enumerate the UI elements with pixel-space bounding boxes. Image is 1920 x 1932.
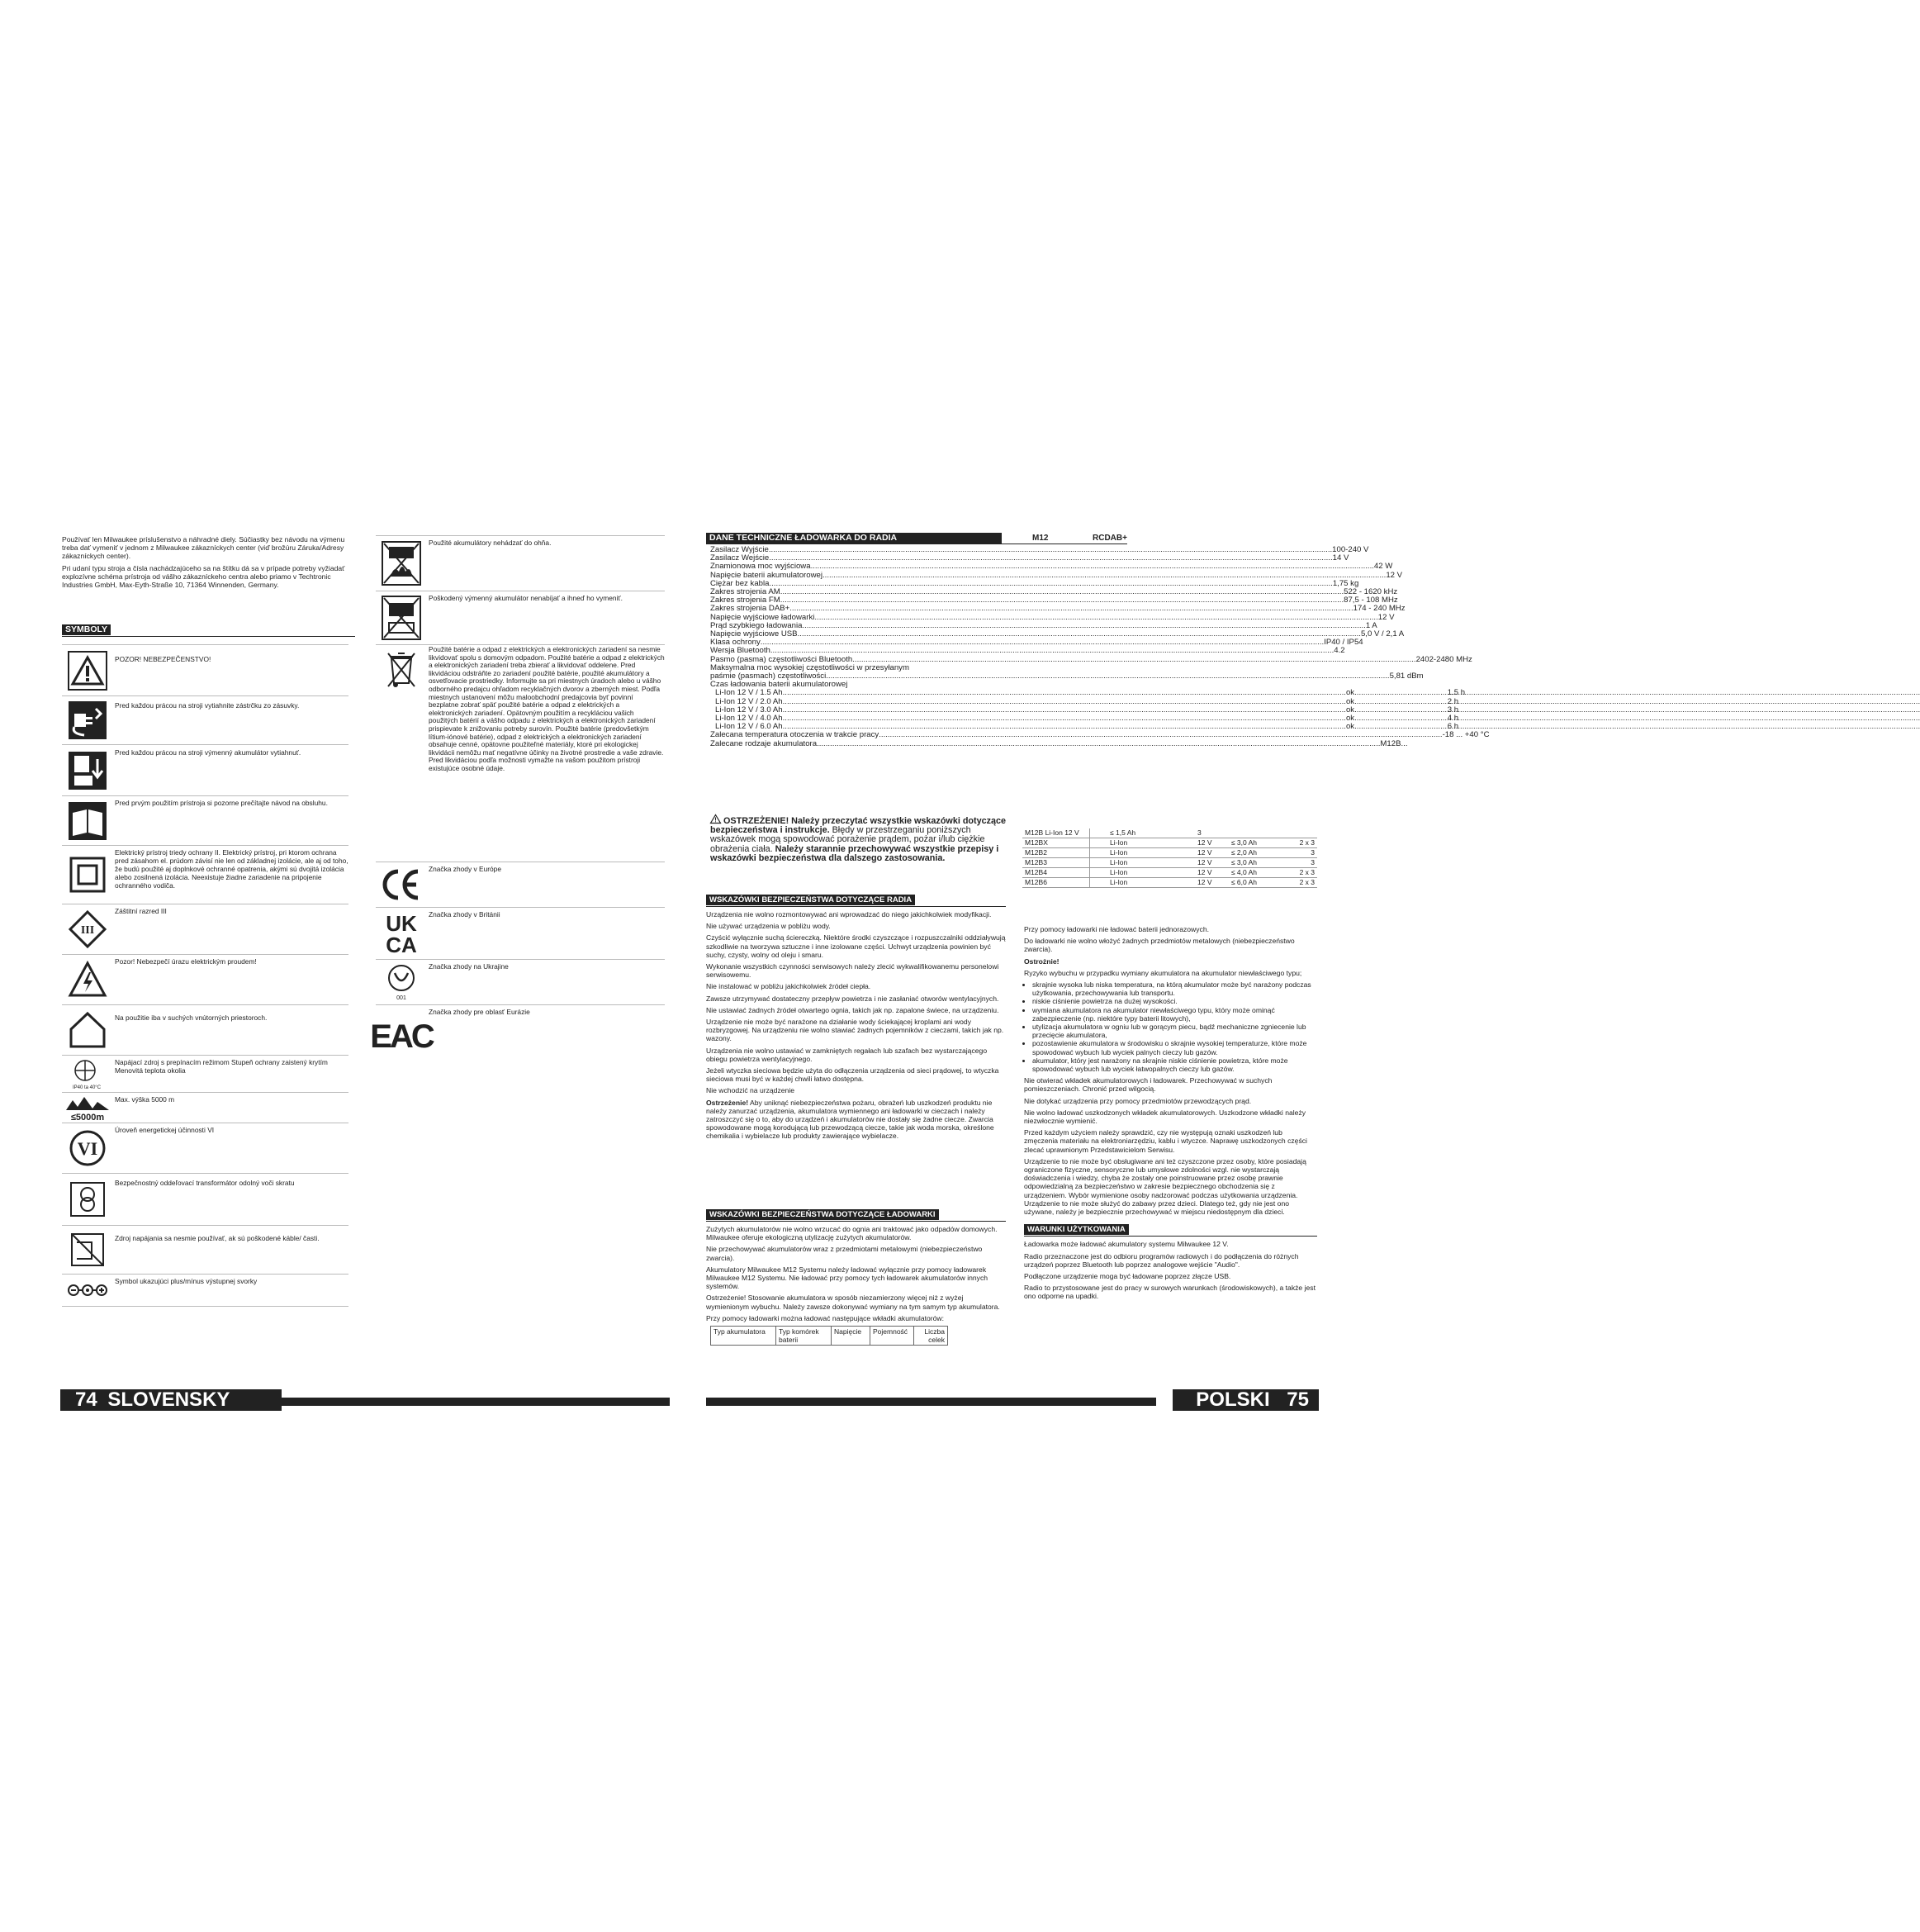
symbol-text: Pozor! Nebezpečí úrazu elektrickým proudem! [115, 957, 257, 966]
weee-bin-icon [376, 645, 427, 862]
spec-list [710, 545, 1490, 748]
tech-header: DANE TECHNICZNE ŁADOWARKA DO RADIA [706, 533, 1002, 544]
ukca-mark-icon [376, 908, 427, 959]
symbol-text: Použité akumulátory nehádzať do ohňa. [429, 539, 552, 547]
charger-paragraph: Akumulatory Milwaukee M12 Systemu należy ładować wyłącznie przy pomocy ładowarek Milwaukee M12 Systemu. Nie ładować przy pomocy tych ładowarek akumulatorów innych systemów. [706, 1265, 988, 1291]
table-header: Typ komórek baterii [776, 1327, 832, 1346]
spec-label: Zasilacz Wyjście [710, 545, 769, 554]
radio-paragraph: Nie instalować w pobliżu jakichkolwiek źródeł ciepła. [706, 982, 871, 991]
spec-value: 87,5 - 108 MHz [1344, 596, 1398, 605]
charger-paragraph: Przy pomocy ładowarki można ładować następujące wkładki akumulatorów: [706, 1313, 945, 1322]
charger-safety-header: WSKAZÓWKI BEZPIECZEŃSTWA DOTYCZĄCE ŁADOWARKI [706, 1209, 939, 1220]
class-iii-icon [62, 904, 113, 954]
symbol-text: POZOR! NEBEZPEČENSTVO! [115, 655, 211, 663]
symbol-text: Pred prvým použitím prístroja si pozorne prečítajte návod na obsluhu. [115, 799, 328, 807]
table-row: M12B6 Li-Ion 12 V ≤ 6,0 Ah 2 x 3 [1022, 878, 1317, 888]
radio-paragraph: Czyścić wyłącznie suchą ściereczką. Niektóre środki czyszczące i rozpuszczalniki oddziaływują szkodliwie na tworzywa sztuczne i inne izolowane części. Uchwyt urządzenia powinien być suchy, czysty, wolny od oleju i smaru. [706, 933, 1006, 959]
symbol-text: Záštitní razred III [115, 907, 167, 915]
list-item: • niskie ciśnienie powietrza na dużej wysokości. [1032, 997, 1317, 1005]
paragraph: Podłączone urządzenie moga być ładowane poprzez złącze USB. [1024, 1271, 1231, 1280]
spec-label: Klasa ochrony [710, 638, 761, 648]
table-row: M12BX Li-Ion 12 V ≤ 3,0 Ah 2 x 3 [1022, 838, 1317, 848]
spec-value: IP40 / IP54 [1324, 638, 1363, 648]
read-manual-icon [62, 796, 113, 845]
page-number: 75 [1287, 1388, 1309, 1411]
list-item: • utylizacja akumulatora w ogniu lub w gorącym piecu, bądź mechaniczne zgniecenie lub przecięcie akumulatora, [1032, 1023, 1317, 1039]
radio-paragraph: Zawsze utrzymywać dostateczny przepływ powietrza i nie zasłaniać otworów wentylacyjnych. [706, 994, 999, 1003]
svg-text:CA: CA [386, 933, 417, 957]
symbol-row [62, 1274, 348, 1307]
charger-paragraph: Zużytych akumulatorów nie wolno wrzucać do ognia ani traktować jako odpadów domowych. Milwaukee oferuje ekologiczną utylizację zużytych akumulatorów. [706, 1225, 998, 1242]
radio-paragraph: Urządzenie nie może być narażone na działanie wody ściekającej kroplami ani wody rozbryzgowej. Na urządzeniu nie wolno stawiać żadnych pojemników z cieczami, takich jak np. wazony. [706, 1018, 1004, 1043]
damaged-cable-icon [62, 1226, 113, 1274]
altitude-icon [62, 1093, 113, 1123]
table-header: Pojemność [870, 1327, 914, 1346]
right-footer [706, 1389, 1319, 1412]
spec-label: Zasilacz Wejście [710, 553, 770, 563]
svg-text:VI: VI [77, 1138, 98, 1159]
table-row: M12B Li-Ion 12 V ≤ 1,5 Ah 3 [1022, 828, 1317, 838]
table-row: M12B2 Li-Ion 12 V ≤ 2,0 Ah 3 [1022, 848, 1317, 858]
svg-text:III: III [80, 924, 95, 937]
paragraph: Przed każdym użyciem należy sprawdzić, czy nie występują oznaki uszkodzeń lub zmęczenia materiału na elektroniarzędziu, kablu i wtyczce. Naprawę uszkodzonych części zlecać uprawnionym Przedstawicielom Serwisu. [1024, 1128, 1307, 1154]
remove-battery-icon [62, 745, 113, 795]
list-item: • wymiana akumulatora na akumulator niewłaściwego typu, który może ominąć zabezpieczenie (np. niektóre typy baterii litowych), [1032, 1006, 1317, 1023]
page-number: 74 [75, 1388, 97, 1411]
intro-paragraph: Pri udaní typu stroja a čísla nachádzajúceho sa na štítku dá sa v prípade potreby vyžiadať explozívne schéma prístroja od vášho zákazníckeho centra alebo priamo v Techtronic Industries GmbH, Max-Eyth-Straße 10, 71364 Winnenden, Germany. [62, 563, 345, 590]
spec-value: 42 W [1373, 562, 1393, 572]
symbol-row [62, 1004, 348, 1055]
charge-row: Li-Ion 12 V / 6.0 Ah ..... ok. ..... 6 h [710, 723, 1115, 731]
caution-list [1024, 980, 1317, 1073]
electric-shock-icon [62, 955, 113, 1004]
tech-col-m12: M12 [1032, 534, 1049, 543]
damaged-battery-icon [376, 591, 427, 644]
spec-value: 5,0 V / 2,1 A [1360, 629, 1405, 639]
paragraph: Nie wolno ładować uszkodzonych wkładek akumulatorowych. Uszkodzone wkładki należy niezwłocznie wymienić. [1024, 1108, 1306, 1126]
symbol-text: Značka zhody v Británii [429, 910, 500, 919]
spec-label: Napięcie wyjściowe USB [710, 629, 798, 639]
symbol-row [376, 535, 665, 591]
table-header: Typ akumulatora [711, 1327, 776, 1346]
charger-paragraph: Ostrzeżenie! Stosowanie akumulatora w sposób niezamierzony więcej niż z wyżej wymienionym wybuchu. Należy zawsze dokonywać wymiany na tym samym typ akumulatora. [706, 1294, 1000, 1311]
charge-row: Li-Ion 12 V / 2.0 Ah ..... ok. ..... 2 h [710, 698, 1115, 706]
radio-paragraph: Urządzenia nie wolno rozmontowywać ani wprowadzać do niego jakichkolwiek modyfikacji. [706, 910, 992, 919]
symbol-text: Značka zhody na Ukrajine [429, 962, 509, 971]
spec-value: 174 - 240 MHz [1353, 604, 1406, 614]
charger-safety-section [706, 1206, 1006, 1346]
paragraph: Do ładowarki nie wolno włożyć żadnych przedmiotów metalowych (niebezpieczeństwo zwarcia). [1024, 937, 1295, 954]
spec-value: 522 - 1620 kHz [1344, 587, 1398, 597]
list-item: • pozostawienie akumulatora w środowisku o skrajnie wysokiej temperaturze, które może spowodować wybuch lub wyciek palnych cieczy lub gazów. [1032, 1039, 1317, 1056]
symbol-row [62, 1123, 348, 1173]
no-battery-fire-icon [376, 536, 427, 591]
symbol-text: Symbol ukazujúci plus/mínus výstupnej svorky [115, 1277, 258, 1285]
battery-table-box [1022, 828, 1317, 888]
spec-label: Prąd szybkiego ładowania [710, 620, 803, 630]
radio-paragraph: Nie wchodzić na urządzenie [706, 1086, 795, 1095]
charge-row: Li-Ion 12 V / 4.0 Ah ..... ok. ..... 4 h [710, 714, 1115, 723]
spec-label: Zakres strojenia FM [710, 596, 780, 605]
svg-text:001: 001 [396, 995, 406, 1001]
symbol-text: Značka zhody v Európe [429, 865, 501, 873]
symbol-text: Napájací zdroj s prepínacím režimom Stupeň ochrany zaistený krytím Menovitá teplota okolia [115, 1058, 328, 1075]
spec-value: 14 V [1332, 553, 1349, 563]
spec-label: Wersja Bluetooth [710, 646, 770, 656]
symbol-row [62, 795, 348, 845]
symbol-text: Na použitie iba v suchých vnútorných priestoroch. [115, 1013, 268, 1022]
usage-header: WARUNKI UŻYTKOWANIA [1024, 1224, 1129, 1235]
symbol-row [62, 1173, 348, 1225]
spec-value: 100-240 V [1332, 545, 1369, 554]
symbol-row [62, 1225, 348, 1274]
left-footer [60, 1389, 670, 1412]
tech-col-rcdab: RCDAB+ [1093, 534, 1127, 543]
spec-value: 1,75 kg [1332, 578, 1359, 588]
symbol-text: Úroveň energetickej účinnosti VI [115, 1126, 215, 1134]
radio-safety-header: WSKAZÓWKI BEZPIECZEŃSTWA DOTYCZĄCE RADIA [706, 895, 915, 905]
spec-label: Ciężar bez kabla [710, 578, 770, 588]
symbols-header: SYMBOLY [62, 624, 111, 635]
indoor-use-icon [62, 1005, 113, 1055]
spec-value: 12 V [1386, 570, 1403, 580]
list-item: • akumulator, który jest narażony na skrajnie niskie ciśnienie powietrza, które może spowodować wybuch lub wyciek łatwopalnych cieczy lub gazów. [1032, 1056, 1317, 1073]
eac-mark-icon [370, 1005, 433, 1058]
symbol-text: Použité batérie a odpad z elektrických a elektronických zariadení sa nesmie likvidovať spolu s domovým odpadom. Použité batérie a odpad z elektrických a elektronických zariadení treba zbierať a likvidovať oddelene. Pred likvidáciou odstráňte zo zariadení použité batérie, použité akumulátory a osvetľovacie prostriedky. Informujte sa pri miestnych úradoch alebo u vášho odborného predajcu ohľadom recyklačných dvorov a zberných miest. Podľa miestnych ustanovení môžu maloobchodní predajcovia byť povinní bezplatne zobrať späť použité batérie a odpad z elektrických a elektronických zariadení. Opätovným použitím a recykláciou vašich použitých batérií a vášho odpadu z elektrických a elektronických zariadení prispievate k znižovaniu potreby surovín. Použité batérie (predovšetkým lítium-iónové batérie), odpad z elektrických a elektronických zariadení obsahuje cenné, opätovne použiteľné materiály, ktoré pri ekologickej likvidácii nemôžu mať negatívne účinky na životné prostredie a vaše zdravie. Pred likvidáciou podľa možnosti vymažte na vašom použitom prístroji existujúce osobné údaje. [429, 645, 665, 772]
footer-language: POLSKI [1196, 1388, 1270, 1411]
symbol-text: Pred každou prácou na stroji výmenný akumulátor vytiahnuť. [115, 748, 301, 757]
symbol-text: Poškodený výmenný akumulátor nenabíjať a ihneď ho vymeniť. [429, 594, 623, 602]
symbol-row [62, 695, 348, 744]
symbol-row [376, 862, 665, 907]
radio-paragraph: Wykonanie wszystkich czynności serwisowych należy zlecić wykwalifikowanemu personelowi serwisowemu. [706, 962, 999, 980]
radio-paragraph: Nie używać urządzenia w pobliżu wody. [706, 922, 831, 931]
symbol-row [62, 954, 348, 1004]
radio-safety-section [706, 891, 1006, 1144]
spec-label: Pasmo (pasma) częstotliwości Bluetooth [710, 654, 853, 664]
symbol-text: Pred každou prácou na stroji vytiahnite zástrčku zo zásuvky. [115, 701, 300, 710]
list-item: • skrajnie wysoka lub niska temperatura, na którą akumulator może być narażony podczas użytkowania, przechowywania lub transportu. [1032, 980, 1317, 997]
paragraph: Ładowarka może ładować akumulatory systemu Milwaukee 12 V. [1024, 1240, 1229, 1249]
caution-title: Ostrożnie! [1024, 957, 1060, 966]
paragraph: Ryzyko wybuchu w przypadku wymiany akumulatora na akumulator niewłaściwego typu; [1024, 968, 1302, 977]
symbol-text: Elektrický prístroj triedy ochrany II. Elektrický prístroj, pri ktorom ochrana pred zásahom el. prúdom závisí nie len od základnej izolácie, ale aj od toho, že budú použité aj doplnkové ochranné opatrenia, akými sú dvojitá izolácia alebo zosilnená izolácia. Neexistuje žiadne zariadenie na pripojenie ochranného vodiča. [115, 848, 348, 890]
symbol-row [376, 591, 665, 644]
symbol-text: Zdroj napájania sa nesmie používať, ak sú poškodené káble/ časti. [115, 1234, 320, 1242]
radio-paragraph: Jeżeli wtyczka sieciowa będzie użyta do odłączenia urządzenia od sieci prądowej, to wtyczka sieciowa musi być w każdej chwili łatwo dostępna. [706, 1066, 999, 1084]
spec-label: Napięcie wyjściowe ładowarki [710, 612, 815, 622]
spec-label: Napięcie baterii akumulatorowej [710, 570, 823, 580]
symbol-text: Max. výška 5000 m [115, 1095, 175, 1104]
spec-label: Zakres strojenia DAB+ [710, 604, 790, 614]
symbol-row [62, 845, 348, 904]
warning-icon [710, 816, 723, 826]
symbol-row [370, 1004, 665, 1058]
table-header: Liczba celek [914, 1327, 948, 1346]
paragraph: Radio to przystosowane jest do pracy w surowych warunkach (środowiskowych), a także jest ono odporne na upadki. [1024, 1284, 1316, 1301]
general-warning: OSTRZEŻENIE! Należy przeczytać wszystkie wskazówki dotyczące bezpieczeństwa i instrukcje. Błędy w przestrzeganiu poniższych wskazówek mogą spowodować porażenie prądem, pożar i/lub ciężkie obrażenia ciała. Należy starannie przechowywać wszystkie przepisy i wskazówki bezpieczeństwa dla dalszego zastosowania. [710, 816, 1007, 863]
ce-mark-icon [376, 862, 427, 907]
class-ii-icon [62, 846, 113, 904]
switch-mode-psu-icon [62, 1056, 113, 1092]
spec-value: 1 A [1365, 620, 1377, 630]
symbol-row [62, 904, 348, 954]
intro-paragraph: Používať len Milwaukee príslušenstvo a náhradné diely. Súčiastky bez návodu na výmenu treba dať vymeniť v jednom z Milwaukee zákazníckych center (viď brožúru Záruka/Adresy zákazníckych center). [62, 535, 345, 561]
symbols-header-bar [62, 621, 355, 637]
left-intro [62, 535, 355, 592]
tech-header-bar [706, 533, 1127, 544]
right-column-text [1024, 925, 1317, 1304]
ua-mark-icon [376, 960, 427, 1004]
battery-table [1022, 828, 1317, 888]
paragraph: Przy pomocy ładowarki nie ładować baterii jednorazowych. [1024, 925, 1210, 933]
energy-level-vi-icon [62, 1123, 113, 1173]
battery-type-table [710, 1326, 948, 1346]
charge-row: Li-Ion 12 V / 3.0 Ah ..... ok. ..... 3 h [710, 706, 1115, 714]
spec-row-multiline: Maksymalna moc wysokiej częstotliwości w przesyłanym [710, 662, 909, 672]
svg-text:UK: UK [386, 911, 417, 936]
symbols-column-2 [370, 535, 665, 1058]
paragraph: Urządzenie to nie może być obsługiwane ani też czyszczone przez osoby, które posiadają ograniczone fizyczne, sensoryczne lub umysłowe zdolności wzgl. nie wystarczają doświadczenia i wiedzy, chyba że zostały one poinstruowane przez osobę prawnie odpowiedzialną za bezpieczeństwo w zakresie bezpiecznego obchodzenia się z urządzeniem. Wybór wymienione osoby nadzorować podczas użytkowania urządzenia. Urządzenie to nie może służyć do zabawy przez dzieci. Dlatego też, gdy nie jest ono używane, należy je bezpiecznie przechowywać w miejscu niedostępnym dla dzieci. [1024, 1156, 1306, 1217]
symbol-row [376, 959, 665, 1004]
symbol-row [376, 644, 665, 862]
table-header: Napięcie [832, 1327, 870, 1346]
radio-paragraph: Urządzenia nie wolno ustawiać w zamkniętych regałach lub szafach bez wystarczającego obiegu powietrza wentylacyjnego. [706, 1046, 988, 1063]
symbol-row [62, 644, 348, 695]
charge-row: Li-Ion 12 V / 1.5 Ah ..... ok. ..... 1.5 h [710, 689, 1115, 697]
symbol-text: Bezpečnostný oddeľovací transformátor odolný voči skratu [115, 1179, 295, 1187]
symbol-text: Značka zhody pre oblasť Eurázie [429, 1008, 530, 1016]
spec-label: Zakres strojenia AM [710, 587, 780, 597]
symbol-row [376, 907, 665, 959]
spec-row: paśmie (pasmach) częstotliwości ..... 5,81 dBm [710, 672, 1115, 681]
paragraph: Nie dotykać urządzenia przy pomocy przedmiotów przewodzących prąd. [1024, 1096, 1252, 1105]
footer-language: SLOVENSKY [107, 1388, 230, 1411]
charge-title: Czas ładowania baterii akumulatorowej [710, 680, 848, 690]
polarity-icon [62, 1275, 113, 1306]
table-row: M12B3 Li-Ion 12 V ≤ 3,0 Ah 3 [1022, 858, 1317, 868]
spec-value: 4.2 [1334, 646, 1345, 656]
paragraph: Nie otwierać wkładek akumulatorowych i ładowarek. Przechowywać w suchych pomieszczeniach. Chronić przed wilgocią. [1024, 1076, 1273, 1094]
svg-text:EAC: EAC [370, 1018, 433, 1055]
radio-paragraph: Nie ustawiać żadnych źródeł otwartego ognia, takich jak np. zapalone świece, na urządzeniu. [706, 1005, 999, 1014]
battery-row: Zalecane rodzaje akumulatora ..... M12B... [710, 740, 1115, 748]
charger-paragraph: Nie przechowywać akumulatorów wraz z przedmiotami metalowymi (niebezpieczeństwo zwarcia). [706, 1245, 983, 1262]
svg-text:IP40 ta 40°C: IP40 ta 40°C [72, 1085, 102, 1090]
table-row: M12B4 Li-Ion 12 V ≤ 4,0 Ah 2 x 3 [1022, 868, 1317, 878]
radio-warning: Ostrzeżenie! Aby uniknąć niebezpieczeństwa pożaru, obrażeń lub uszkodzeń produktu nie należy zanurzać urządzenia, akumulatora wymiennego ani ładowarki w cieczach i należy zatroszczyć się o to, aby do urządzeń i akumulatorów nie dostały się żadne ciecze. Zwarcia spowodowane mogą korodującą lub przewodzącą ciecze, takie jak woda morska, określone chemikalia i wybielacze lub produkty zawierające wybielacze. [706, 1098, 994, 1141]
symbol-row [62, 744, 348, 795]
spec-value: 2402-2480 MHz [1415, 654, 1472, 664]
safety-transformer-icon [62, 1174, 113, 1225]
temp-row: Zalecana temperatura otoczenia w trakcie pracy ..... -18 ... +40 °C [710, 731, 1115, 739]
spec-value: 12 V [1377, 612, 1395, 622]
symbols-column-1 [62, 644, 348, 1307]
warning-triangle-icon [62, 645, 113, 695]
symbol-row [62, 1092, 348, 1123]
symbol-row [62, 1055, 348, 1092]
svg-text:≤5000m: ≤5000m [70, 1113, 105, 1123]
unplug-icon [62, 696, 113, 744]
paragraph: Radio przeznaczone jest do odbioru programów radiowych i do podłączenia do różnych urządzeń poprzez Bluetooth lub poprzez analogowe wejście "Audio". [1024, 1251, 1299, 1269]
spec-label: Znamionowa moc wyjściowa [710, 562, 811, 572]
